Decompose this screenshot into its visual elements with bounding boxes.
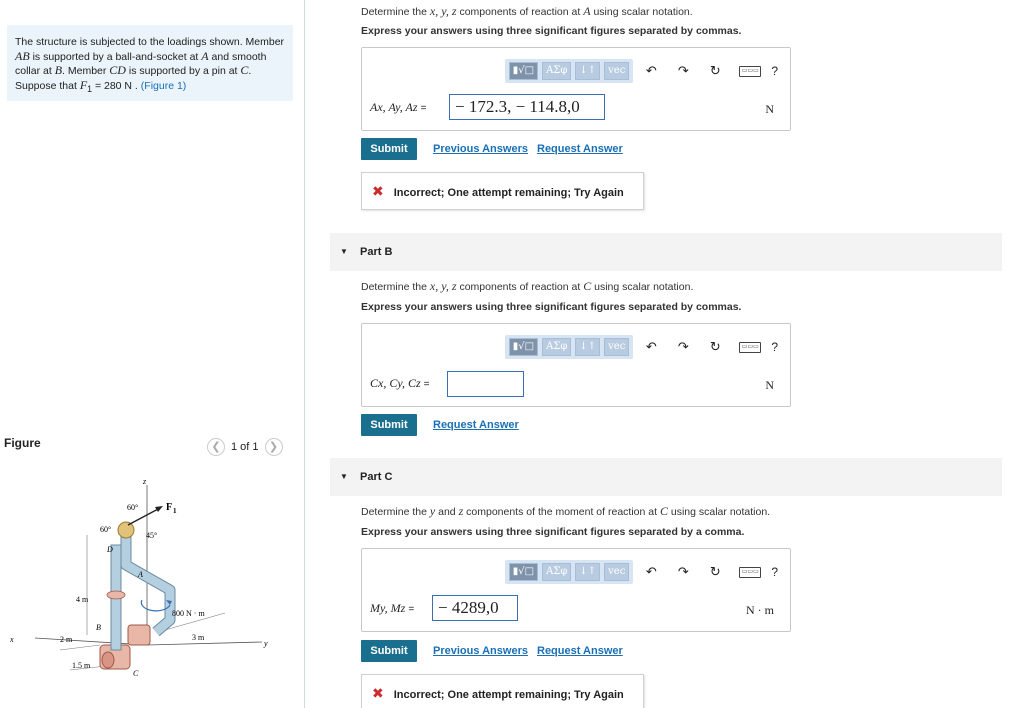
previous-answers-link[interactable]: Previous Answers xyxy=(433,645,528,657)
part-a-instruction: Express your answers using three significant figures separated by commas. xyxy=(361,25,742,37)
prompt-text: Determine the xyxy=(361,6,430,18)
problem-text: is supported by a ball-and-socket at xyxy=(29,50,202,63)
dimension-label: 1.5 m xyxy=(72,661,91,670)
greek-button[interactable]: ΑΣφ xyxy=(542,338,571,356)
greek-button[interactable]: ΑΣφ xyxy=(542,563,571,581)
keyboard-icon[interactable]: ▭▭▭ xyxy=(739,567,761,578)
submit-button[interactable]: Submit xyxy=(361,640,417,662)
undo-icon[interactable]: ↶ xyxy=(645,564,657,579)
dimension-label: 3 m xyxy=(192,633,205,642)
arrows-button[interactable]: ↓↑ xyxy=(575,62,600,80)
math-toolbar xyxy=(505,59,778,83)
point-b: B xyxy=(54,63,63,77)
request-answer-link[interactable]: Request Answer xyxy=(433,419,519,431)
prompt-vars: y xyxy=(429,504,436,518)
axis-label-z: z xyxy=(143,477,147,486)
prompt-text: and xyxy=(435,506,459,518)
problem-text: . Suppose that xyxy=(15,65,252,92)
answer-variable-label: Cx, Cy, Cz = xyxy=(370,376,430,390)
answer-input[interactable]: − 172.3, − 114.8,0 xyxy=(449,94,605,120)
part-c-answer-box xyxy=(361,548,791,632)
answer-variable-label: My, Mz = xyxy=(370,601,415,615)
redo-icon[interactable]: ↷ xyxy=(677,63,689,78)
previous-answers-link[interactable]: Previous Answers xyxy=(433,143,528,155)
templates-button[interactable]: ▮√□ xyxy=(509,338,538,356)
variable-text: My, Mz xyxy=(370,601,406,615)
chevron-right-icon[interactable]: ❯ xyxy=(265,438,283,456)
math-toolbar xyxy=(505,560,778,584)
vec-button[interactable]: vec xyxy=(604,338,629,356)
error-icon: ✖ xyxy=(372,183,384,199)
left-pane xyxy=(0,0,305,708)
unit-label: N xyxy=(765,378,774,392)
undo-icon[interactable]: ↶ xyxy=(645,63,657,78)
angle-label: 60° xyxy=(127,503,139,512)
undo-icon[interactable]: ↶ xyxy=(645,339,657,354)
force-label: F xyxy=(166,502,173,513)
prompt-text: Determine the xyxy=(361,506,430,518)
prompt-text: components of reaction at xyxy=(456,6,584,18)
prompt-text: using scalar notation. xyxy=(591,281,694,293)
reset-icon[interactable]: ↻ xyxy=(709,564,721,579)
prompt-vars: z xyxy=(458,504,464,518)
submit-button[interactable]: Submit xyxy=(361,138,417,160)
caret-down-icon: ▼ xyxy=(340,472,348,481)
prompt-point: C xyxy=(659,504,668,518)
variable-text: Cx, Cy, Cz xyxy=(370,376,421,390)
question-pane xyxy=(306,0,1024,708)
moment-label: 800 N · m xyxy=(172,609,205,618)
answer-variable-label: Ax, Ay, Az = xyxy=(370,100,427,114)
part-title: Part B xyxy=(360,246,393,258)
point-label-b: B xyxy=(96,623,101,632)
answer-input[interactable] xyxy=(447,371,524,397)
structure-figure xyxy=(0,470,300,702)
member-cd: CD xyxy=(109,63,126,77)
pager-text: 1 of 1 xyxy=(231,441,259,453)
redo-icon[interactable]: ↷ xyxy=(677,339,689,354)
arrows-button[interactable]: ↓↑ xyxy=(575,338,600,356)
help-icon[interactable]: ? xyxy=(771,340,778,354)
caret-down-icon: ▼ xyxy=(340,247,348,256)
submit-button[interactable]: Submit xyxy=(361,414,417,436)
redo-icon[interactable]: ↷ xyxy=(677,564,689,579)
prompt-text: using scalar notation. xyxy=(590,6,693,18)
request-answer-link[interactable]: Request Answer xyxy=(537,645,623,657)
prompt-text: Determine the xyxy=(361,281,430,293)
part-title: Part C xyxy=(360,471,393,483)
dimension-label: 4 m xyxy=(76,595,89,604)
part-b-prompt xyxy=(361,279,693,294)
member-ab: AB xyxy=(15,48,30,63)
problem-text: . Member xyxy=(62,65,110,77)
point-c: C xyxy=(240,63,249,77)
feedback-text: Incorrect; One attempt remaining; Try Again xyxy=(393,689,624,701)
axis-label-y: y xyxy=(264,639,268,648)
part-c-instruction: Express your answers using three significant figures separated by a comma. xyxy=(361,526,745,538)
angle-label: 45° xyxy=(146,531,158,540)
figure-link[interactable]: (Figure 1) xyxy=(140,79,187,92)
feedback-message xyxy=(361,172,644,210)
prompt-vars: x, y, z xyxy=(429,4,457,18)
templates-button[interactable]: ▮√□ xyxy=(509,563,538,581)
unit-label: N xyxy=(765,102,774,116)
problem-text: and smooth collar at xyxy=(15,50,267,77)
force-label-sub: 1 xyxy=(173,507,177,515)
point-label-d: D xyxy=(107,545,113,554)
part-b-header[interactable] xyxy=(330,233,1002,271)
vec-button[interactable]: vec xyxy=(604,563,629,581)
help-icon[interactable]: ? xyxy=(771,64,778,78)
figure-pager xyxy=(207,438,283,456)
prompt-point: C xyxy=(583,279,592,293)
math-toolbar xyxy=(505,335,778,359)
angle-label: 60° xyxy=(100,525,112,534)
unit-label: N · m xyxy=(746,603,774,617)
part-b-instruction: Express your answers using three significant figures separated by commas. xyxy=(361,301,742,313)
arrows-button[interactable]: ↓↑ xyxy=(575,563,600,581)
prompt-vars: x, y, z xyxy=(429,279,457,293)
chevron-left-icon[interactable]: ❮ xyxy=(207,438,225,456)
keyboard-icon[interactable]: ▭▭▭ xyxy=(739,66,761,77)
prompt-text: using scalar notation. xyxy=(667,506,771,518)
axis-label-x: x xyxy=(10,635,14,644)
answer-input[interactable]: − 4289,0 xyxy=(432,595,518,621)
part-a-prompt xyxy=(361,4,693,19)
prompt-point: A xyxy=(583,4,591,18)
feedback-message xyxy=(361,674,644,708)
point-label-c: C xyxy=(133,669,139,678)
dimension-label: 2 m xyxy=(60,635,73,644)
feedback-text: Incorrect; One attempt remaining; Try Again xyxy=(393,187,624,199)
greek-button[interactable]: ΑΣφ xyxy=(542,62,571,80)
toolbar-group xyxy=(505,560,634,584)
part-c-prompt xyxy=(361,504,770,519)
problem-text: = 280 N . xyxy=(92,79,141,92)
part-c-header[interactable] xyxy=(330,458,1002,496)
reset-icon[interactable]: ↻ xyxy=(709,339,721,354)
part-b-answer-box xyxy=(361,323,791,407)
problem-statement xyxy=(7,25,293,101)
problem-text: is supported by a pin at xyxy=(125,65,241,77)
part-a-answer-box xyxy=(361,47,791,131)
figure-label: Figure xyxy=(4,436,41,450)
toolbar-group xyxy=(505,59,634,83)
prompt-text: components of the moment of reaction at xyxy=(463,506,660,518)
problem-text: The structure is subjected to the loadings shown. Member xyxy=(15,36,285,48)
force-variable: F xyxy=(79,77,88,92)
templates-button[interactable]: ▮√□ xyxy=(509,62,538,80)
reset-icon[interactable]: ↻ xyxy=(709,63,721,78)
error-icon: ✖ xyxy=(372,685,384,701)
help-icon[interactable]: ? xyxy=(771,565,778,579)
request-answer-link[interactable]: Request Answer xyxy=(537,143,623,155)
point-a: A xyxy=(201,48,209,63)
force-subscript: 1 xyxy=(87,83,93,94)
keyboard-icon[interactable]: ▭▭▭ xyxy=(739,342,761,353)
prompt-text: components of reaction at xyxy=(456,281,584,293)
toolbar-group xyxy=(505,335,634,359)
point-label-a: A xyxy=(138,570,143,579)
variable-text: Ax, Ay, Az xyxy=(370,100,418,114)
vec-button[interactable]: vec xyxy=(604,62,629,80)
